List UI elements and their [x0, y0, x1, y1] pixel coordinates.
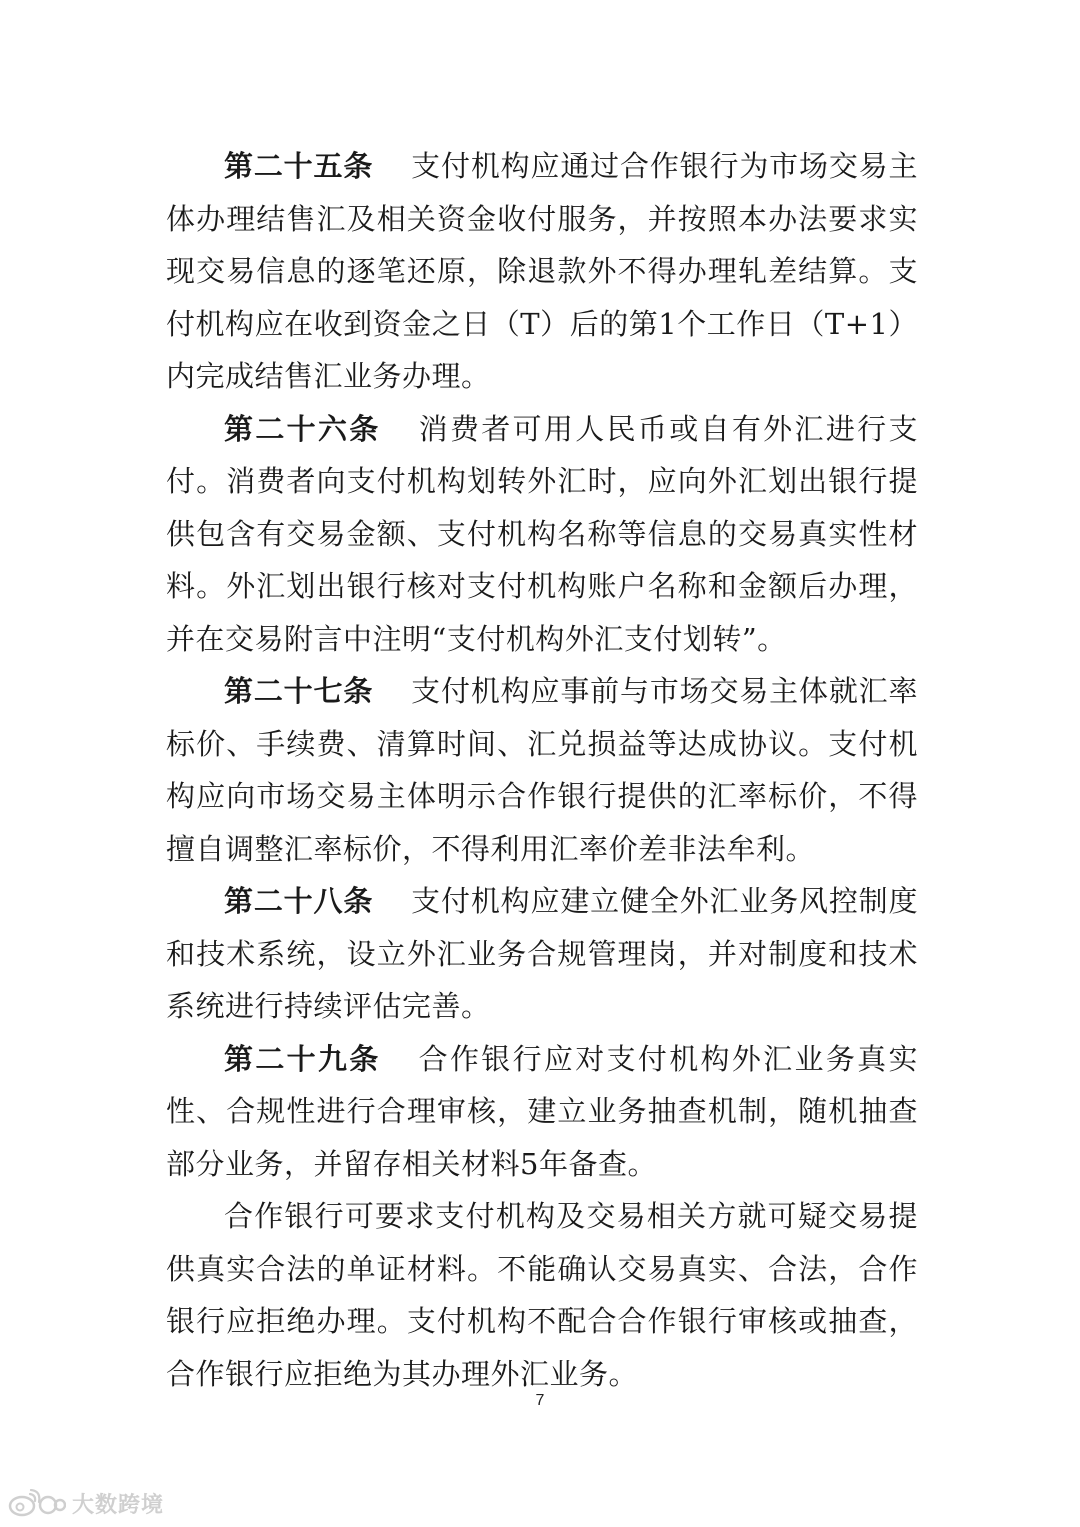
- article-29-number: 第二十九条: [224, 1041, 381, 1076]
- article-26-text: 消费者可用人民币或自有外汇进行支付。消费者向支付机构划转外汇时，应向外汇划出银行提供包含有交易金额、支付机构名称等信息的交易真实性材料。外汇划出银行核对支付机构账户名称和金额后办理，并在交易附言中注明“支付机构外汇支付划转”。: [166, 411, 918, 656]
- article-29-paragraph: [166, 1033, 918, 1191]
- watermark-text: 大数跨境: [72, 1493, 165, 1518]
- watermark: [8, 1488, 164, 1519]
- article-27-paragraph: [166, 665, 918, 875]
- article-25-text: 支付机构应通过合作银行为市场交易主体办理结售汇及相关资金收付服务，并按照本办法要求实现交易信息的逐笔还原，除退款外不得办理轧差结算。支付机构应在收到资金之日（T）后的第1个工作日（T+1）内完成结售汇业务办理。: [166, 149, 918, 393]
- article-29-continuation-text: 合作银行可要求支付机构及交易相关方就可疑交易提供真实合法的单证材料。不能确认交易真实、合法，合作银行应拒绝办理。支付机构不配合合作银行审核或抽查，合作银行应拒绝为其办理外汇业务。: [166, 1199, 918, 1391]
- article-27-text: 支付机构应事前与市场交易主体就汇率标价、手续费、清算时间、汇兑损益等达成协议。支付机构应向市场交易主体明示合作银行提供的汇率标价，不得擅自调整汇率标价，不得利用汇率价差非法牟利。: [166, 674, 918, 866]
- article-28-paragraph: [166, 875, 918, 1033]
- article-25-number: 第二十五条: [224, 149, 374, 183]
- article-25-paragraph: [166, 140, 918, 403]
- article-26-number: 第二十六条: [224, 411, 381, 446]
- article-28-number: 第二十八条: [224, 884, 374, 918]
- weibo-logo-icon: [8, 1489, 66, 1519]
- page-number: 7: [535, 1392, 545, 1409]
- article-28-text: 支付机构应建立健全外汇业务风控制度和技术系统，设立外汇业务合规管理岗，并对制度和技术系统进行持续评估完善。: [166, 884, 918, 1023]
- article-29-text: 合作银行应对支付机构外汇业务真实性、合规性进行合理审核，建立业务抽查机制，随机抽查部分业务，并留存相关材料5年备查。: [166, 1041, 918, 1181]
- document-body: [166, 140, 918, 1400]
- article-26-paragraph: [166, 403, 918, 666]
- article-27-number: 第二十七条: [224, 674, 374, 708]
- article-29-continuation-paragraph: [166, 1190, 918, 1400]
